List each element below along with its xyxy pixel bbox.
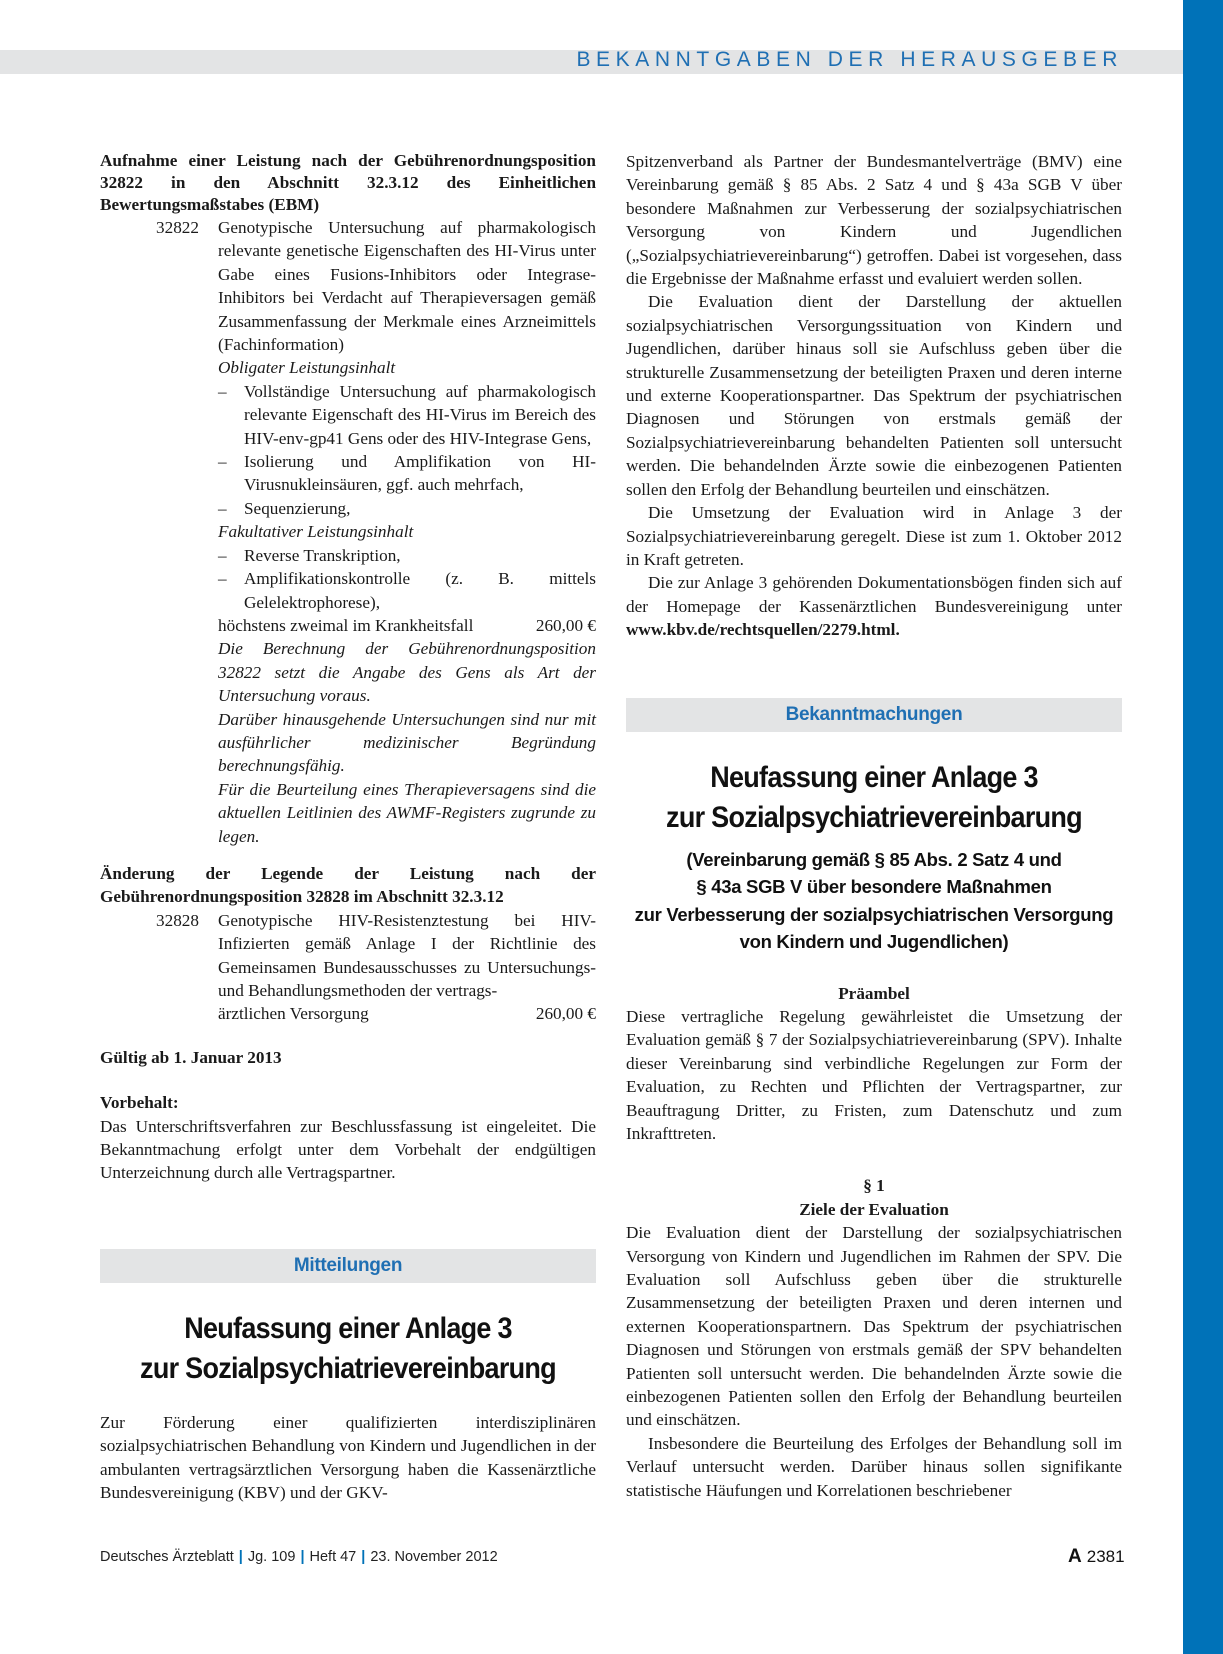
price: 260,00 € [535,1004,596,1024]
right-color-strip [1183,0,1223,1654]
section-label-mitteilungen: Mitteilungen [100,1249,596,1283]
note: Für die Beurteilung eines Therapieversagens sind die aktuellen Leitlinien des AWMF-Registers zugrunde zu legen. [218,779,596,846]
section-header-title: BEKANNTGABEN DER HERAUSGEBER [576,48,1123,71]
fee-item-32828 [100,909,596,1003]
fee-code: 32822 [156,218,199,237]
obligat-label: Obligater Leistungsinhalt [218,358,396,378]
issue: Heft 47 [309,1549,357,1565]
article-intro: Zur Förderung einer qualifizierten interdisziplinären sozialpsychiatrischen Behandlung von Kindern und Jugendlichen in der ambulanten vertragsärztlichen Versorgung haben die Kassenärztliche Bundesvereinigung (KBV) und der GKV- [100,1412,596,1503]
list-item: – Reverse Transkription, [218,545,401,565]
journal-name: Deutsches Ärzteblatt [100,1549,234,1565]
praeambel-heading: Präambel [838,983,910,1003]
article-subtitle: (Vereinbarung gemäß § 85 Abs. 2 Satz 4 und § 43a SGB V über besondere Maßnahmen zur Verbesserung der sozialpsychiatrischen Versorgung von Kindern und Jugendlichen) [634,848,1114,953]
block2-heading: Änderung der Legende der Leistung nach der Gebührenordnungsposition 32828 im Abschnitt 32.3.12 [100,863,596,907]
praeambel-text: Diese vertragliche Regelung gewährleistet die Umsetzung der Evaluation gemäß § 7 der Sozialpsychiatrievereinbarung (SPV). Inhalte dieser Vereinbarung sind verbindliche Regelungen zur Form der Evaluation, zu Rechten und Pflichten der Vertragspartner, zur Beauftragung Dritter, zu Fristen, zum Datenschutz und zum Inkrafttreten. [626,1006,1122,1143]
price-row [218,614,596,637]
volume: Jg. 109 [247,1549,296,1565]
kbv-link[interactable]: www.kbv.de/rechtsquellen/2279.html. [626,620,900,640]
article-title: Neufassung einer Anlage 3 zur Sozialpsychiatrievereinbarung [666,760,1082,834]
list-item: – Sequenzierung, [218,498,351,518]
list-item: – Amplifikationskontrolle (z. B. mittels Gelelektrophorese), [218,569,596,612]
paragraph: Die Evaluation dient der Darstellung der sozialpsychiatrischen Versorgung von Kindern und Jugendlichen im Rahmen der SPV. Die Evaluation soll Aufschluss geben über die strukturelle Zusammensetzung der beteiligten Praxen und deren internen und externen Kooperationspartnern. Das Spektrum der psychiatrischen Diagnosen und Störungen von erstmals gemäß der SPV behandelten Patienten soll untersucht werden. Die behandelnden Ärzte sowie die einbezogenen Patienten sollen den Erfolg der Behandlung beurteilen und einschätzen. [626,1223,1122,1430]
block1-heading: Aufnahme einer Leistung nach der Gebührenordnungsposition 32822 in den Abschnitt 32.3.12 des Einheitlichen Bewertungsmaßstabes (EBM) [100,151,596,214]
price: 260,00 € [535,615,596,635]
note: Die Berechnung der Gebührenordnungsposition 32822 setzt die Angabe des Gens als Art der Untersuchung voraus. [218,639,596,706]
section-label-bekanntmachungen: Bekanntmachungen [626,698,1122,732]
price-row: ärztlichen Versorgung 260,00 € [218,1002,596,1025]
paragraph: Die zur Anlage 3 gehörenden Dokumentationsbögen finden sich auf der Homepage der Kassenärztlichen Bundesvereinigung unter www.kbv.de/rechtsquellen/2279.html. [626,573,1122,640]
section-number: § 1 [863,1176,885,1196]
list-item: – Isolierung und Amplifikation von HI-Virusnukleinsäuren, ggf. auch mehrfach, [218,452,596,495]
left-column [100,150,596,1504]
paragraph: Die Umsetzung der Evaluation wird in Anlage 3 der Sozialpsychiatrievereinbarung geregelt. Diese ist zum 1. Oktober 2012 in Kraft getreten. [626,503,1122,569]
right-column [626,150,1122,1502]
fee-code: 32828 [156,910,199,930]
paragraph: Die Evaluation dient der Darstellung der aktuellen sozialpsychiatrischen Versorgungssituation von Kindern und Jugendlichen, darüber hinaus soll sie Aufschluss geben über die strukturelle Zusammensetzung der beteiligten Praxen und deren interne und externe Kooperationspartner. Das Spektrum der psychiatrischen Diagnosen und Störungen von erstmals gemäß der Sozialpsychiatrievereinbarung behandelten Patienten soll untersucht werden. Die behandelnden Ärzte sowie die einbezogenen Patienten sollen den Erfolg der Behandlung beurteilen und einschätzen. [626,292,1122,499]
issue-date: 23. November 2012 [370,1549,498,1565]
article-title: Neufassung einer Anlage 3 zur Sozialpsychiatrievereinbarung [140,1311,556,1385]
section-heading: Ziele der Evaluation [799,1199,949,1219]
page-number: A 2381 [1068,1546,1125,1567]
note: Darüber hinausgehende Untersuchungen sind nur mit ausführlicher medizinischer Begründung berechnungsfähig. [218,709,596,776]
vorbehalt-heading: Vorbehalt: [100,1093,179,1113]
frequency-text: höchstens zweimal im Krankheitsfall [218,615,474,635]
valid-date: Gültig ab 1. Januar 2013 [100,1047,282,1067]
fee-item-32822 [100,216,596,356]
list-item: – Vollständige Untersuchung auf pharmakologisch relevante Eigenschaft des HI-Virus im Bereich des HIV-env-gp41 Gens oder des HIV-Integrase Gens, [218,381,596,448]
paragraph: Insbesondere die Beurteilung des Erfolges der Behandlung soll im Verlauf untersucht werden. Darüber hinaus sollen signifikante statistische Häufungen und Korrelationen beschriebener [626,1433,1122,1500]
fakultativ-label: Fakultativer Leistungsinhalt [218,522,414,542]
fee-description: Genotypische HIV-Resistenztestung bei HIV-Infizierten gemäß Anlage I der Richtlinie des Gemeinsamen Bundesausschusses zu Untersuchungs- und Behandlungsmethoden der vertrags- [218,910,596,1000]
fee-description: Genotypische Untersuchung auf pharmakologisch relevante genetische Eigenschaften des HI-Virus unter Gabe eines Fusions-Inhibitors oder Integrase-Inhibitors bei Verdacht auf Therapieversagen gemäß Zusammenfassung der Merkmale eines Arzneimittels (Fachinformation) [218,218,596,355]
footer-citation: Deutsches Ärzteblatt | Jg. 109 | Heft 47 | 23. November 2012 [100,1549,498,1565]
vorbehalt-text: Das Unterschriftsverfahren zur Beschlussfassung ist eingeleitet. Die Bekanntmachung erfolgt unter dem Vorbehalt der endgültigen Unterzeichnung durch alle Vertragspartner. [100,1116,596,1183]
paragraph: Spitzenverband als Partner der Bundesmantelverträge (BMV) eine Vereinbarung gemäß § 85 Abs. 2 Satz 4 und § 43a SGB V über besondere Maßnahmen zur Verbesserung der sozialpsychiatrischen Versorgung von Kindern und Jugendlichen („Sozialpsychiatrievereinbarung“) getroffen. Dabei ist vorgesehen, dass die Ergebnisse der Maßnahme erfasst und evaluiert werden sollen. [626,152,1122,289]
